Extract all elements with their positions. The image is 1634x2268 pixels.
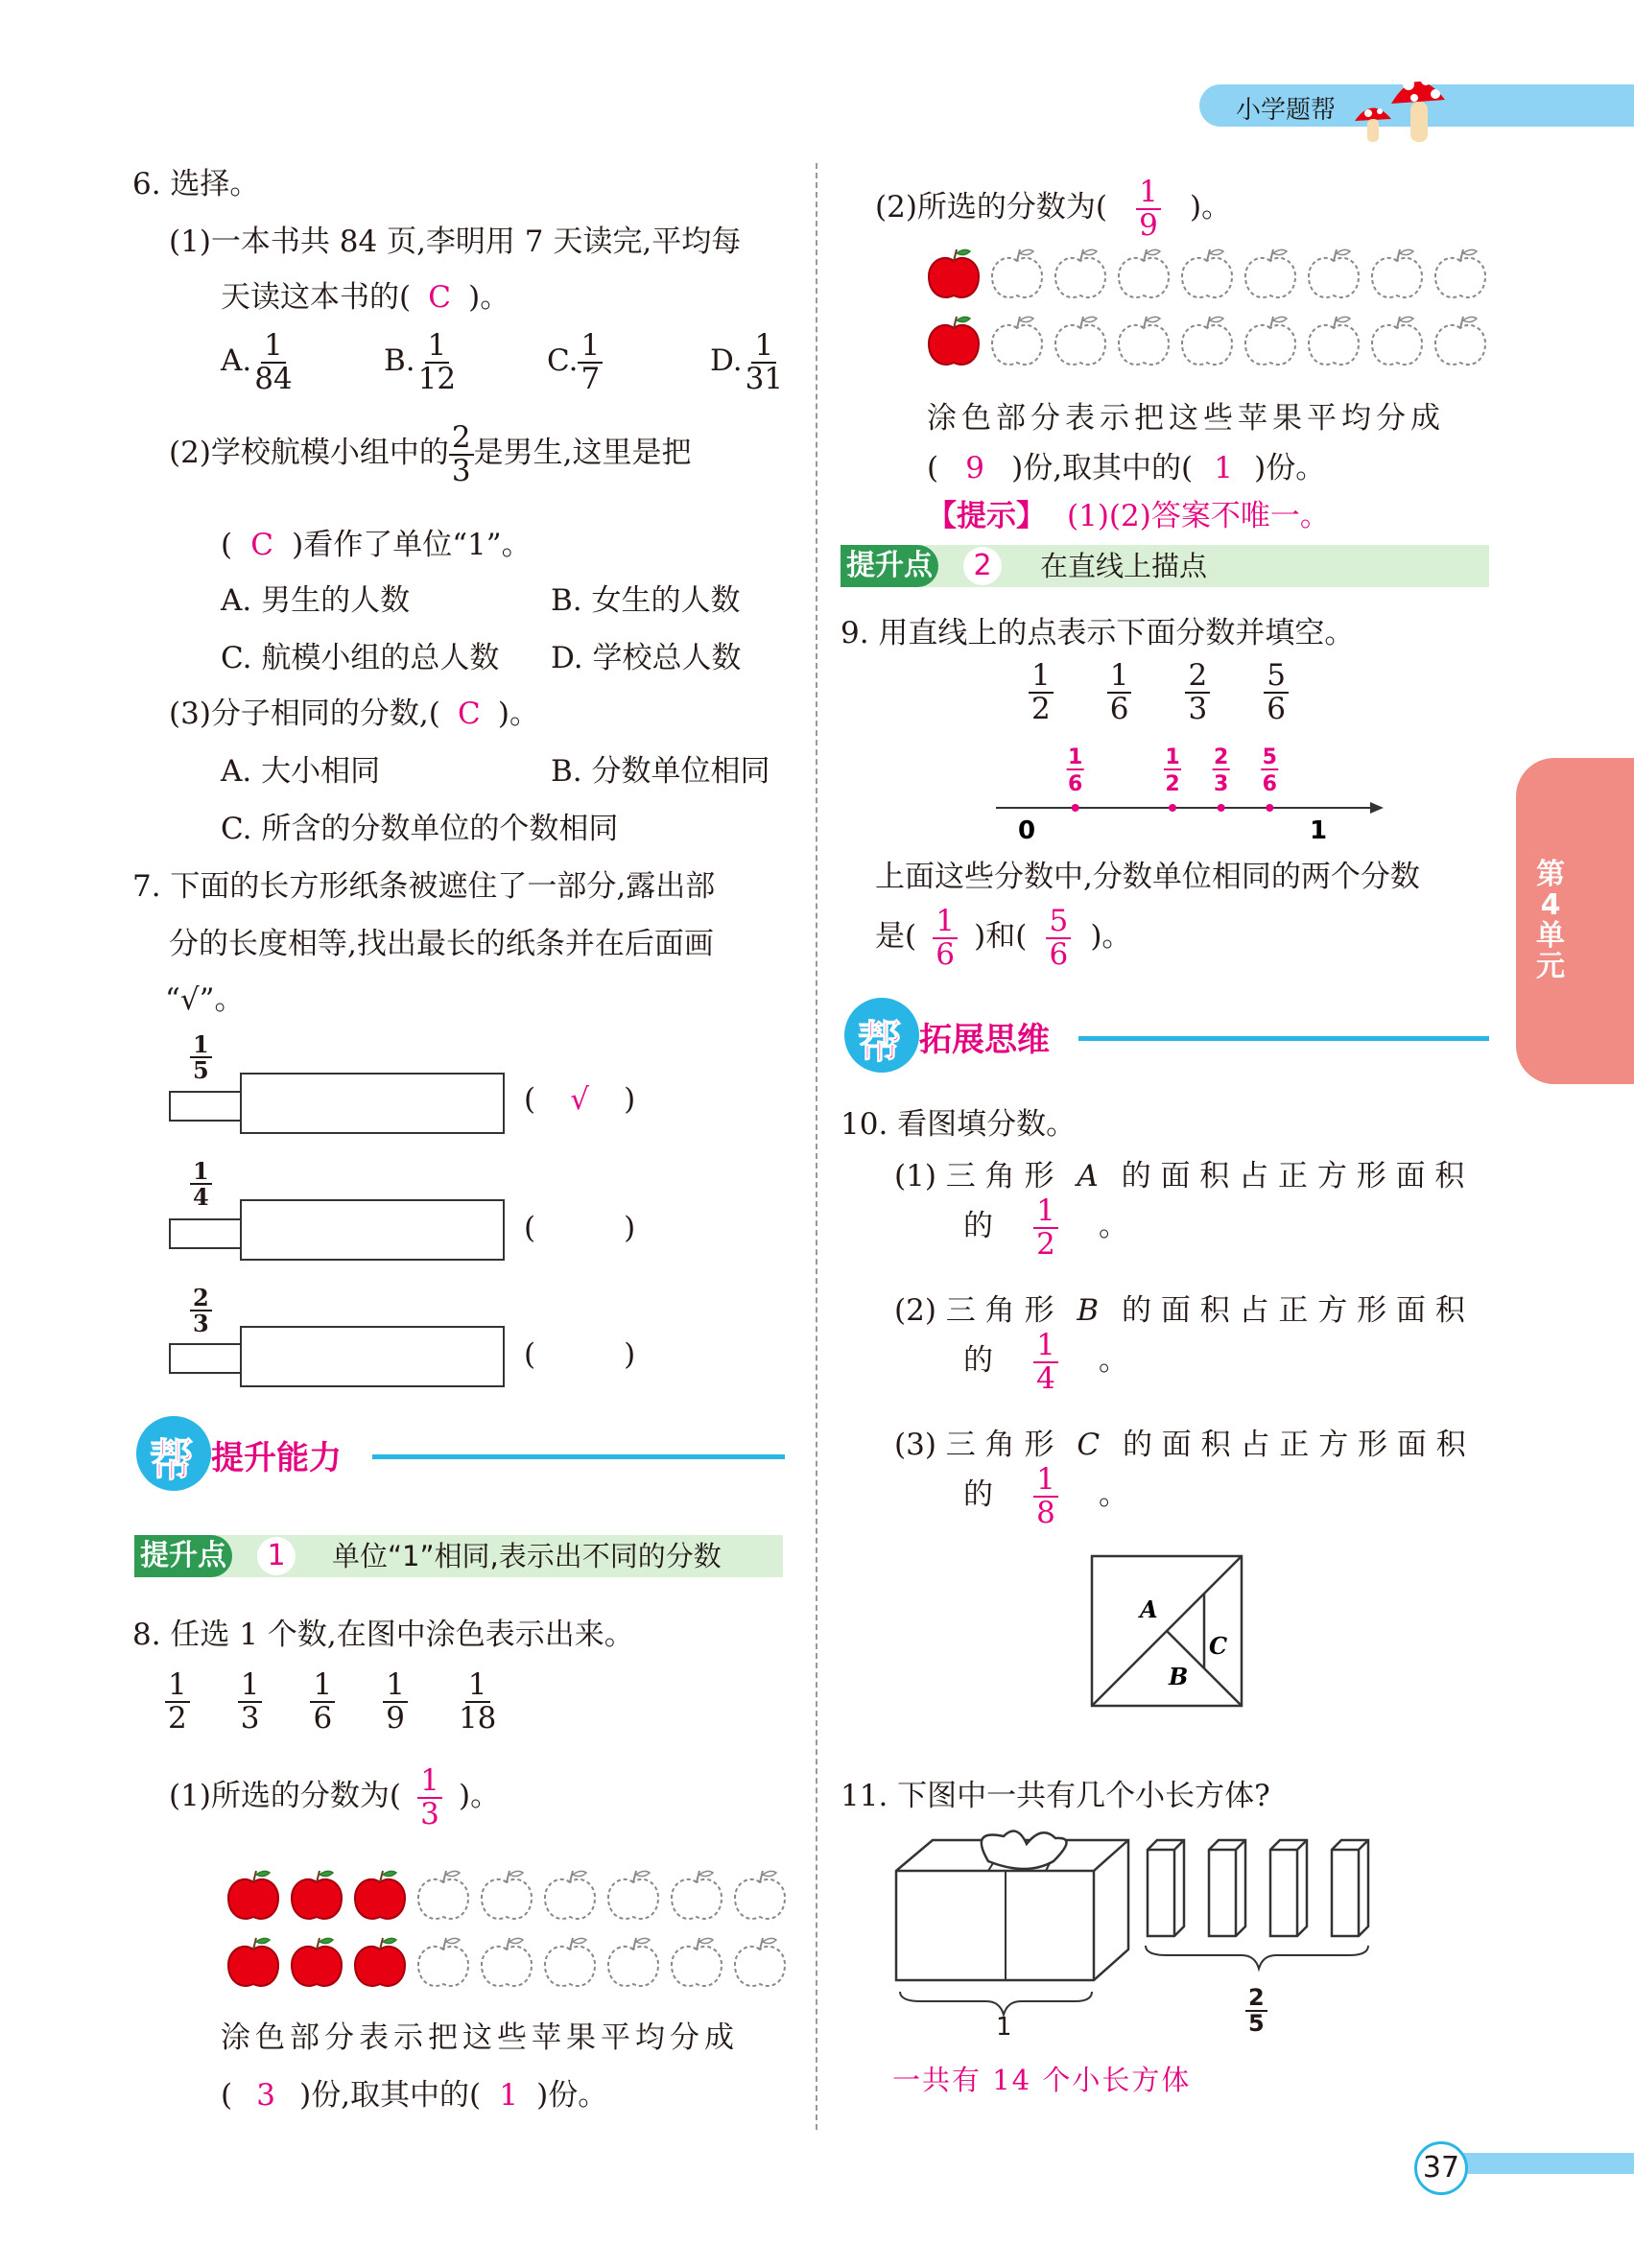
q7-strip3-answer-box[interactable]: ( ) <box>524 1337 636 1372</box>
label-b: B <box>1169 1663 1189 1690</box>
q6-option-b: B. $\frac{1}{12}$ <box>384 328 457 396</box>
q7-strip3-fraction: $\frac{2}{3}$ <box>190 1286 212 1335</box>
q11-gift-box-diagram <box>892 1823 1391 2034</box>
q8-s2-desc: 涂色部分表示把这些苹果平均分成 <box>927 401 1445 436</box>
q6-p2-opt-c: C. 航模小组的总人数 <box>221 641 500 675</box>
q7-strip1-fraction: $\frac{1}{5}$ <box>190 1032 212 1082</box>
number-line-point-denominator: 6 <box>1068 772 1083 796</box>
q9-text-line1: 上面这些分数中,分数单位相同的两个分数 <box>875 860 1420 894</box>
q10-answer1[interactable]: $\frac{1}{2}$ <box>993 1195 1099 1260</box>
q11-title: 11. 下图中一共有几个小长方体? <box>841 1779 1270 1813</box>
number-line-point-numerator: 1 <box>1068 745 1083 769</box>
apple-empty <box>1435 249 1485 297</box>
apple-empty <box>482 1871 532 1919</box>
number-line-one: 1 <box>1309 816 1328 844</box>
q8-hint: 【提示】 (1)(2)答案不唯一。 <box>927 499 1330 533</box>
apple-empty <box>608 1938 658 1986</box>
q7-strip2-fraction: $\frac{1}{4}$ <box>190 1159 212 1209</box>
q6-p1-options <box>221 330 825 394</box>
q6-p3-opt-a: A. 大小相同 <box>221 754 381 789</box>
apple-filled <box>292 1871 342 1919</box>
number-line-point-numerator: 2 <box>1214 745 1229 769</box>
q8-s1-line: (1)所选的分数为( $\frac{1}{3}$ )。 <box>169 1763 501 1831</box>
q6-p3-answer[interactable]: C <box>457 697 481 731</box>
apple-empty <box>1309 317 1359 365</box>
apple-filled <box>355 1938 405 1986</box>
q7-strip2-cover <box>240 1199 505 1261</box>
q6-p3-opt-c: C. 所含的分数单位的个数相同 <box>221 812 619 846</box>
number-line-point <box>1169 804 1176 812</box>
section2-bang: 帮 <box>858 1016 902 1068</box>
q10-title: 10. 看图填分数。 <box>841 1107 1077 1142</box>
apple-empty <box>1119 249 1169 297</box>
q9-answer2[interactable]: $\frac{5}{6}$ <box>1027 906 1090 970</box>
number-line-point <box>1218 804 1225 812</box>
q6-option-c: C. $\frac{1}{7}$ <box>547 330 710 394</box>
q10-item1: (1) 三 角 形 A 的 面 积 占 正 方 形 面 积 <box>894 1159 1465 1193</box>
apple-empty <box>1435 317 1485 365</box>
apple-empty <box>608 1871 658 1919</box>
q8-s2-apple-grid <box>927 246 1503 370</box>
tab-point-2: 提升点 2 在直线上描点 <box>841 545 1489 587</box>
q9-title: 9. 用直线上的点表示下面分数并填空。 <box>841 616 1355 650</box>
q10-item1-answer: 的 $\frac{1}{2}$ 。 <box>963 1193 1128 1262</box>
apple-empty <box>1245 317 1295 365</box>
q7-strip1-visible <box>169 1091 242 1122</box>
number-line-point <box>1072 804 1079 812</box>
q6-p1-answer[interactable]: C <box>428 280 451 315</box>
q7-line3: “√”。 <box>165 982 245 1017</box>
q8-s1-parts[interactable]: 3 <box>256 2078 275 2113</box>
q7-strip3-visible <box>169 1343 242 1374</box>
q10-item2-answer: 的 $\frac{1}{4}$ 。 <box>963 1328 1128 1396</box>
number-line-zero: 0 <box>1017 816 1036 844</box>
apple-empty <box>992 317 1042 365</box>
q8-s2-answer[interactable]: $\frac{1}{9}$ <box>1107 177 1190 241</box>
q8-title: 8. 任选 1 个数,在图中涂色表示出来。 <box>132 1618 634 1652</box>
apple-empty <box>672 1938 722 1986</box>
apple-empty <box>1245 249 1295 297</box>
q9-answer1[interactable]: $\frac{1}{6}$ <box>916 906 974 970</box>
label-c: C <box>1209 1632 1228 1660</box>
apple-filled <box>228 1938 278 1986</box>
column-divider <box>816 163 817 2130</box>
q6-p3-line: (3)分子相同的分数,( C )。 <box>169 697 539 731</box>
q10-item3-answer: 的 $\frac{1}{8}$ 。 <box>963 1462 1128 1530</box>
page-number: 37 <box>1414 2141 1468 2195</box>
q7-strip1-cover <box>240 1073 505 1134</box>
label-a: A <box>1140 1595 1158 1623</box>
apple-empty <box>1055 317 1105 365</box>
apple-filled <box>929 249 979 297</box>
q6-p2-opt-d: D. 学校总人数 <box>551 641 742 675</box>
q6-p2-opt-b: B. 女生的人数 <box>551 583 741 618</box>
q7-strip2-visible <box>169 1218 242 1249</box>
apple-empty <box>992 249 1042 297</box>
apple-filled <box>228 1871 278 1919</box>
number-line-point-denominator: 3 <box>1214 772 1229 796</box>
q10-answer2[interactable]: $\frac{1}{4}$ <box>993 1330 1099 1394</box>
section-expand-thinking <box>844 998 1489 1075</box>
q10-item2: (2) 三 角 形 B 的 面 积 占 正 方 形 面 积 <box>894 1293 1465 1328</box>
q11-small-fraction: $\frac{2}{5}$ <box>1245 1986 1267 2036</box>
q9-text-line2: 是( $\frac{1}{6}$ )和( $\frac{5}{6}$ )。 <box>875 904 1132 972</box>
q8-s2-line2: ( 9 )份,取其中的( 1 )份。 <box>927 451 1326 485</box>
q7-strip2-answer-box[interactable]: ( ) <box>524 1211 636 1245</box>
apple-filled <box>355 1871 405 1919</box>
q6-p2-line2: ( C )看作了单位“1”。 <box>221 528 532 562</box>
page-number-bar <box>1439 2153 1634 2174</box>
q6-p3-opt-b: B. 分数单位相同 <box>551 754 770 789</box>
apple-empty <box>1182 249 1232 297</box>
q7-line2: 分的长度相等,找出最长的纸条并在后面画 <box>169 927 714 961</box>
q6-p1-line2: 天读这本书的( C )。 <box>221 280 510 315</box>
number-line-point-numerator: 5 <box>1262 745 1277 769</box>
apple-filled <box>929 317 979 365</box>
q9-number-line <box>988 739 1391 844</box>
section2-title: 拓展思维 <box>919 1021 1050 1059</box>
mushroom-icon <box>1353 58 1458 146</box>
apple-empty <box>1372 249 1422 297</box>
apple-empty <box>1309 249 1359 297</box>
q8-s1-take[interactable]: 1 <box>499 2078 519 2113</box>
q6-p2-opt-a: A. 男生的人数 <box>221 583 411 618</box>
apple-empty <box>1055 249 1105 297</box>
q11-answer[interactable]: 一共有 14 个小长方体 <box>892 2064 1192 2096</box>
q6-title: 6. 选择。 <box>132 167 260 201</box>
q7-line1: 7. 下面的长方形纸条被遮住了一部分,露出部 <box>132 869 716 904</box>
q10-item3: (3) 三 角 形 C 的 面 积 占 正 方 形 面 积 <box>894 1428 1466 1462</box>
apple-empty <box>1372 317 1422 365</box>
q8-s1-line2: ( 3 )份,取其中的( 1 )份。 <box>221 2078 608 2113</box>
q7-strip1-answer-box[interactable]: ( √ ) <box>524 1082 636 1117</box>
q6-p2-line1: (2)学校航模小组中的 $\frac{2}{3}$ 是男生,这里是把 <box>169 420 692 488</box>
q8-s2-line: (2)所选的分数为( $\frac{1}{9}$ )。 <box>875 175 1232 243</box>
number-line-point <box>1266 804 1273 812</box>
section1-title: 提升能力 <box>211 1439 342 1477</box>
number-line-point-denominator: 6 <box>1262 772 1277 796</box>
section-improve-ability <box>136 1416 785 1493</box>
q8-s2-take[interactable]: 1 <box>1214 451 1234 485</box>
q10-square-diagram <box>1090 1554 1247 1712</box>
number-line-point-denominator: 2 <box>1165 772 1180 796</box>
apple-empty <box>482 1938 532 1986</box>
tab-point-1: 提升点 1 单位“1”相同,表示出不同的分数 <box>134 1535 783 1577</box>
apple-empty <box>672 1871 722 1919</box>
apple-empty <box>1182 317 1232 365</box>
q8-s1-answer[interactable]: $\frac{1}{3}$ <box>401 1765 459 1830</box>
q6-option-a: A. $\frac{1}{84}$ <box>221 328 293 396</box>
q9-fractions: $\frac{1}{2}$ $\frac{1}{6}$ $\frac{2}{3}$ $\frac{5}{6}$ <box>1029 660 1289 724</box>
unit-side-tab-text: 第 4 单 元 <box>1536 858 1565 983</box>
apple-empty <box>1119 317 1169 365</box>
apple-filled <box>292 1938 342 1986</box>
apple-empty <box>545 1938 595 1986</box>
apple-empty <box>418 1938 468 1986</box>
q8-fractions: $\frac{1}{2}$ $\frac{1}{3}$ $\frac{1}{6}$ $\frac{1}{9}$ $\frac{1}{18}$ <box>165 1669 499 1734</box>
q8-s1-apple-grid <box>226 1867 793 1992</box>
q6-p2-answer[interactable]: C <box>250 528 273 562</box>
section1-bang: 帮 <box>150 1434 194 1486</box>
q11-big-label: 1 <box>996 2013 1012 2042</box>
apple-empty <box>418 1871 468 1919</box>
q6-option-d: D. $\frac{1}{31}$ <box>710 328 784 396</box>
header-brand: 小学题帮 <box>1236 96 1337 125</box>
q7-strip3-cover <box>240 1326 505 1387</box>
number-line-point-numerator: 1 <box>1165 745 1180 769</box>
q8-s2-parts[interactable]: 9 <box>965 451 984 485</box>
q7-strip1-check: √ <box>570 1082 589 1117</box>
apple-empty <box>545 1871 595 1919</box>
q8-s1-desc: 涂色部分表示把这些苹果平均分成 <box>221 2020 739 2055</box>
apple-empty <box>735 1938 785 1986</box>
q10-answer3[interactable]: $\frac{1}{8}$ <box>993 1464 1099 1528</box>
apple-empty <box>735 1871 785 1919</box>
q6-p1-line1: (1)一本书共 84 页,李明用 7 天读完,平均每 <box>169 224 742 259</box>
